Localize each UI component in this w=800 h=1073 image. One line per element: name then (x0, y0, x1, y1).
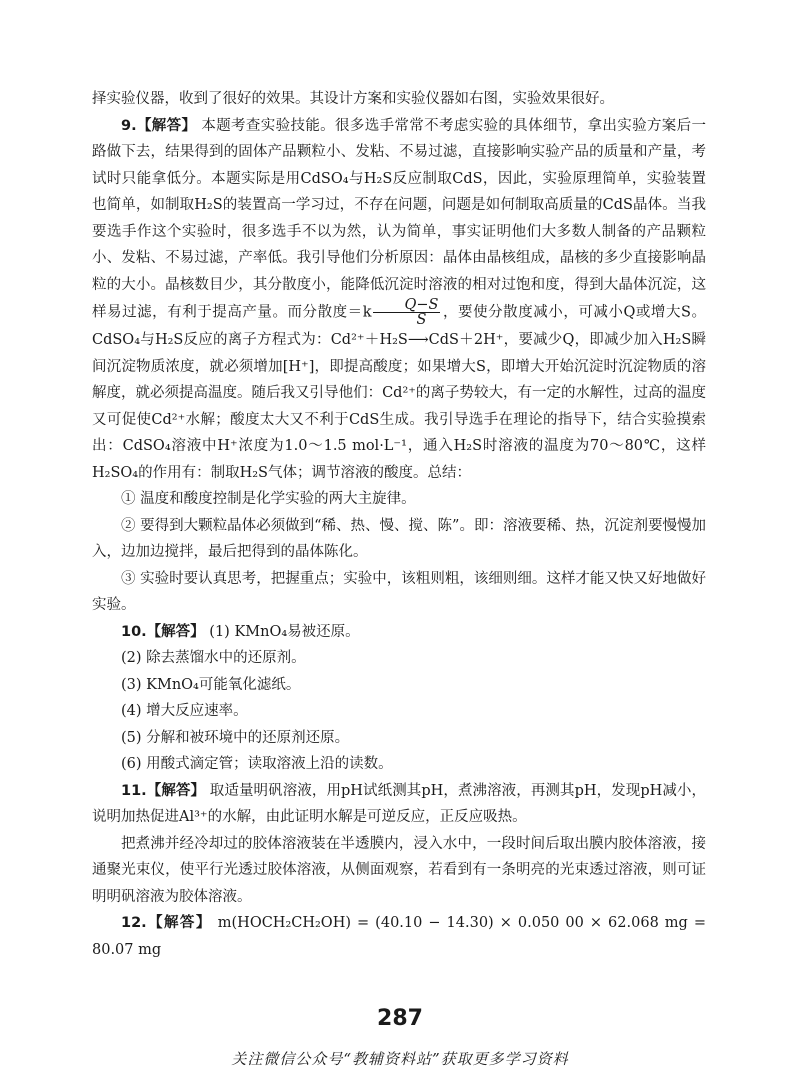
footer-notice: 关注微信公众号“教辅资料站”获取更多学习资料 (231, 1050, 569, 1068)
answer-10-item-4: (4) 增大反应速率。 (121, 703, 248, 719)
answer-11 (92, 778, 706, 831)
answer-9-heading: 9.【解答】 (121, 117, 197, 134)
answer-10-item-6: (6) 用酸式滴定管；读取溶液上沿的读数。 (121, 756, 393, 772)
answer-10-item-2: (2) 除去蒸馏水中的还原剂。 (121, 650, 306, 666)
page-number: 287 (377, 1006, 423, 1031)
answer-12 (92, 910, 706, 963)
answer-10-heading: 10.【解答】 (121, 623, 205, 640)
answer-9 (92, 113, 706, 487)
answer-12-heading: 12.【解答】 (121, 915, 212, 931)
summary-point-1: ① 温度和酸度控制是化学实验的两大主旋律。 (121, 491, 416, 507)
formula-denominator: S (416, 312, 427, 328)
answer-content (92, 86, 706, 963)
answer-10-item-1: (1) KMnO₄易被还原。 (209, 623, 360, 640)
answer-11-heading: 11.【解答】 (121, 782, 206, 799)
answer-9-text: 本题考查实验技能。很多选手常常不考虑实验的具体细节，拿出实验方案后一路做下去，结果得到的固体产品颗粒小、发粘、不易过滤，直接影响实验产品的质量和产量，考试时只能拿低分。本题实际是用CdSO₄与H₂S反应制取CdS，因此，实验原理简单，实验装置也简单，如制取H₂S的装置高一学习过，不存在问题，问题是如何制取高质量的CdS晶体。当我要选手作这个实验时，很多选手不以为然，认为简单，事实证明他们大多数人制备的产品颗粒小、发粘、不易过滤，产率低。我引导他们分析原因：晶体由晶核组成，晶核的多少直接影响晶粒的大小。晶核数目少，其分散度小，能降低沉淀时溶液的相对过饱和度，得到大晶体沉淀，这样易过滤，有利于提高产量。而分散度＝k (92, 117, 707, 321)
answer-11-text: 取适量明矾溶液，用pH试纸测其pH，煮沸溶液，再测其pH，发现pH减小，说明加热促进Al³⁺的水解，由此证明水解是可逆反应，正反应吸热。 (92, 782, 707, 825)
summary-point-3: ③ 实验时要认真思考，把握重点；实验中，该粗则粗，该细则细。这样才能又快又好地做好实验。 (92, 570, 706, 613)
formula-numerator: Q−S (373, 298, 440, 313)
answer-10 (92, 619, 706, 646)
summary-point-2: ② 要得到大颗粒晶体必须做到“稀、热、慢、搅、陈”。即：溶液要稀、热，沉淀剂要慢慢加入，边加边搅拌，最后把得到的晶体陈化。 (92, 517, 706, 560)
answer-10-item-3: (3) KMnO₄可能氧化滤纸。 (121, 676, 301, 693)
dispersion-formula (373, 298, 440, 327)
answer-10-item-5: (5) 分解和被环境中的还原剂还原。 (121, 729, 350, 746)
paragraph-continued: 择实验仪器，收到了很好的效果。其设计方案和实验仪器如右图，实验效果很好。 (92, 91, 614, 107)
answer-12-text: m(HOCH₂CH₂OH) = (40.10 − 14.30) × 0.050 00 × 62.068 mg = 80.07 mg (92, 915, 707, 958)
answer-11-text-2: 把煮沸并经冷却过的胶体溶液装在半透膜内，浸入水中，一段时间后取出膜内胶体溶液，接通聚光束仪，使平行光透过胶体溶液，从侧面观察，若看到有一条明亮的光束透过溶液，则可证明明矾溶液为胶体溶液。 (92, 835, 706, 905)
answer-9-text-cont: ，要使分散度减小，可减小Q或增大S。CdSO₄与H₂S反应的离子方程式为：Cd²⁺＋H₂S⟶CdS＋2H⁺，要减少Q，即减少加入H₂S瞬间沉淀物质浓度，就必须增加[H⁺]，即提高酸度；如果增大S，即增大开始沉淀时沉淀物质的溶解度，就必须提高温度。随后我又引导他们：Cd²⁺的离子势较大，有一定的水解性，过高的温度又可促使Cd²⁺水解；酸度太大又不利于CdS生成。我引导选手在理论的指导下，结合实验摸索出：CdSO₄溶液中H⁺浓度为1.0～1.5 mol·L⁻¹，通入H₂S时溶液的温度为70～80℃，这样H₂SO₄的作用有：制取H₂S气体；调节溶液的酸度。总结： (92, 304, 706, 481)
